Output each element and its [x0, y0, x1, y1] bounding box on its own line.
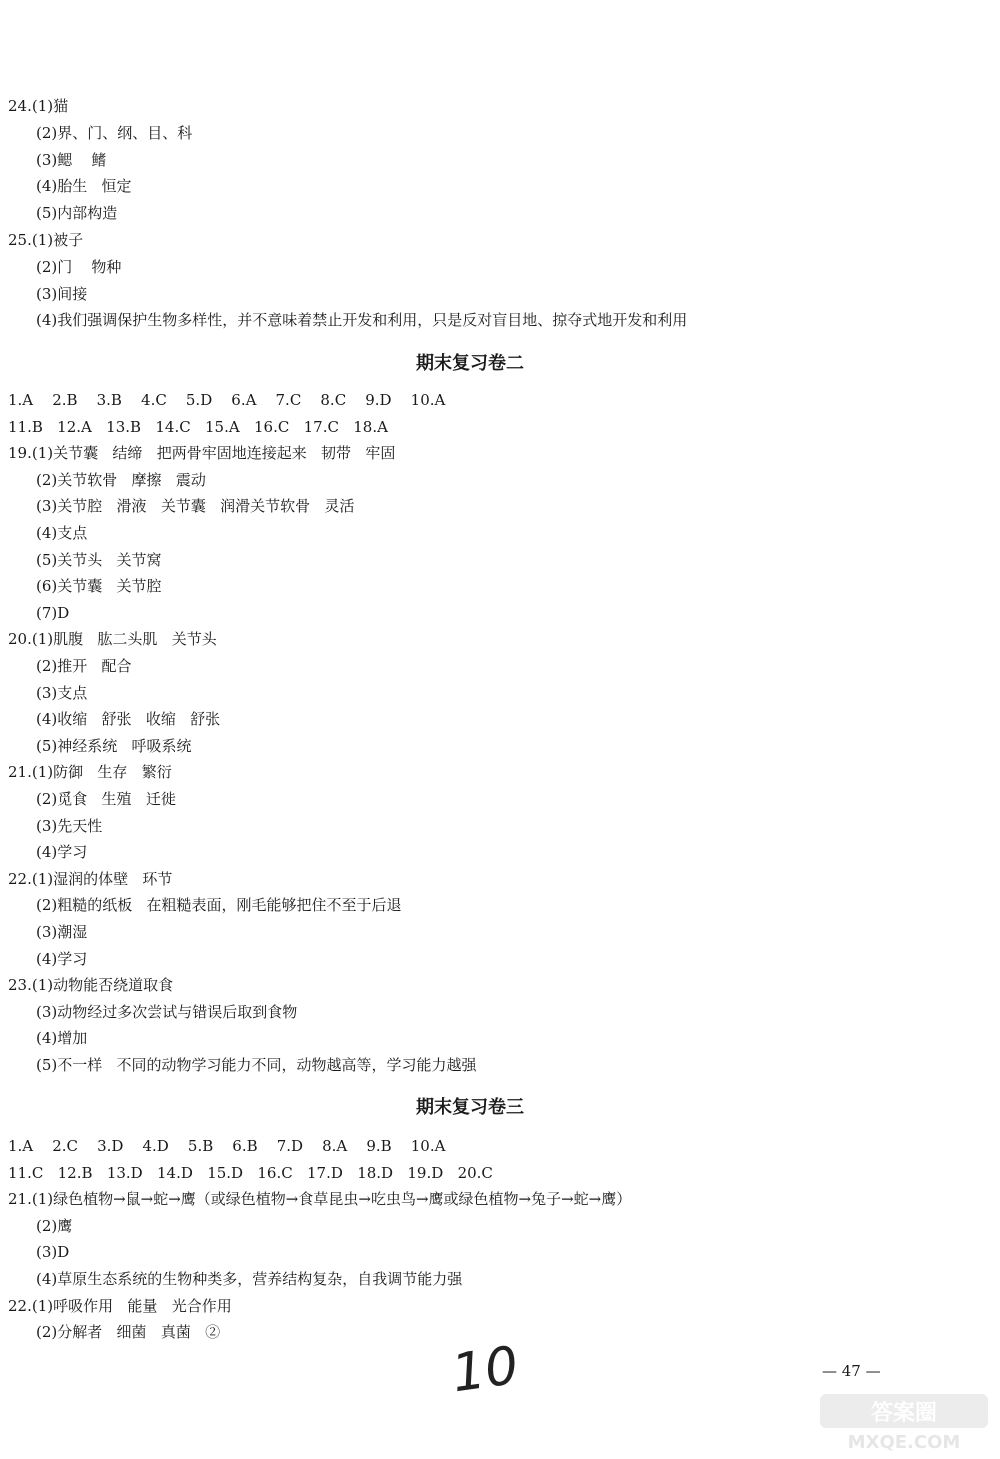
- answer-line: (3)关节腔 滑液 关节囊 润滑关节软骨 灵活: [36, 497, 355, 516]
- handwritten-mark: 10: [448, 1335, 523, 1405]
- answer-line: 1.A 2.C 3.D 4.D 5.B 6.B 7.D 8.A 9.B 10.A: [8, 1137, 446, 1155]
- answer-line: (4)胎生 恒定: [36, 177, 132, 196]
- answer-line: (5)不一样 不同的动物学习能力不同，动物越高等，学习能力越强: [36, 1056, 477, 1074]
- answer-line: (4)我们强调保护生物多样性，并不意味着禁止开发和利用，只是反对盲目地、掠夺式地开发和利用: [36, 311, 688, 330]
- answer-line: 23.(1)动物能否绕道取食: [8, 976, 174, 995]
- watermark-logo: [818, 1392, 990, 1454]
- answer-line: (2)觅食 生殖 迁徙: [36, 790, 176, 808]
- answer-line: (7)D: [36, 603, 70, 622]
- answer-line: 22.(1)呼吸作用 能量 光合作用: [8, 1296, 232, 1315]
- answer-line: 20.(1)肌腹 肱二头肌 关节头: [8, 630, 217, 649]
- section-title-3: 期末复习卷三: [416, 1097, 524, 1118]
- answer-line: 19.(1)关节囊 结缔 把两骨牢固地连接起来 韧带 牢固: [8, 444, 396, 463]
- answer-line: (4)学习: [36, 949, 88, 968]
- answer-line: (5)神经系统 呼吸系统: [36, 736, 192, 755]
- answer-line: 21.(1)防御 生存 繁衍: [8, 763, 172, 782]
- page-number: — 47 —: [822, 1362, 881, 1380]
- answer-line: 22.(1)湿润的体壁 环节: [8, 869, 173, 888]
- answer-line: (6)关节囊 关节腔: [36, 577, 162, 596]
- svg-text:答案圈: 答案圈: [870, 1401, 938, 1426]
- answer-line: (3)鳃 鳍: [36, 150, 107, 169]
- answer-line: (3)先天性: [36, 816, 103, 835]
- answer-line: (3)D: [36, 1243, 70, 1262]
- answer-line: (5)内部构造: [36, 204, 118, 223]
- answer-line: 11.B 12.A 13.B 14.C 15.A 16.C 17.C 18.A: [8, 417, 388, 436]
- answer-line: (2)粗糙的纸板 在粗糙表面，刚毛能够把住不至于后退: [36, 896, 402, 915]
- answer-line: 21.(1)绿色植物→鼠→蛇→鹰（或绿色植物→食草昆虫→吃虫鸟→鹰或绿色植物→兔子→蛇→鹰）: [8, 1190, 632, 1209]
- answer-line: (5)关节头 关节窝: [36, 550, 162, 569]
- answer-line: 25.(1)被子: [8, 231, 84, 249]
- svg-text:MXQE.COM: MXQE.COM: [847, 1432, 961, 1453]
- answer-line: (2)门 物种: [36, 257, 122, 276]
- answer-line: (2)鹰: [36, 1216, 73, 1235]
- answer-line: (2)界、门、纲、目、科: [36, 123, 193, 142]
- answer-line: (3)间接: [36, 284, 88, 303]
- answer-line: (3)动物经过多次尝试与错误后取到食物: [36, 1002, 298, 1021]
- answer-line: (4)收缩 舒张 收缩 舒张: [36, 710, 221, 729]
- answer-line: 24.(1)猫: [8, 97, 69, 115]
- answer-line: (4)支点: [36, 524, 88, 542]
- answer-line: (4)增加: [36, 1029, 88, 1048]
- answer-line: (4)草原生态系统的生物种类多，营养结构复杂，自我调节能力强: [36, 1270, 463, 1288]
- answer-line: 11.C 12.B 13.D 14.D 15.D 16.C 17.D 18.D 19.D 20.C: [8, 1163, 493, 1182]
- answer-line: (2)分解者 细菌 真菌 ②: [36, 1323, 221, 1342]
- answer-line: (2)关节软骨 摩擦 震动: [36, 470, 206, 489]
- answer-line: (2)推开 配合: [36, 657, 132, 675]
- answer-line: (3)潮湿: [36, 923, 88, 941]
- answer-line: 1.A 2.B 3.B 4.C 5.D 6.A 7.C 8.C 9.D 10.A: [8, 391, 446, 409]
- answer-line: (3)支点: [36, 683, 88, 702]
- section-title-2: 期末复习卷二: [416, 353, 524, 374]
- answer-line: (4)学习: [36, 843, 88, 862]
